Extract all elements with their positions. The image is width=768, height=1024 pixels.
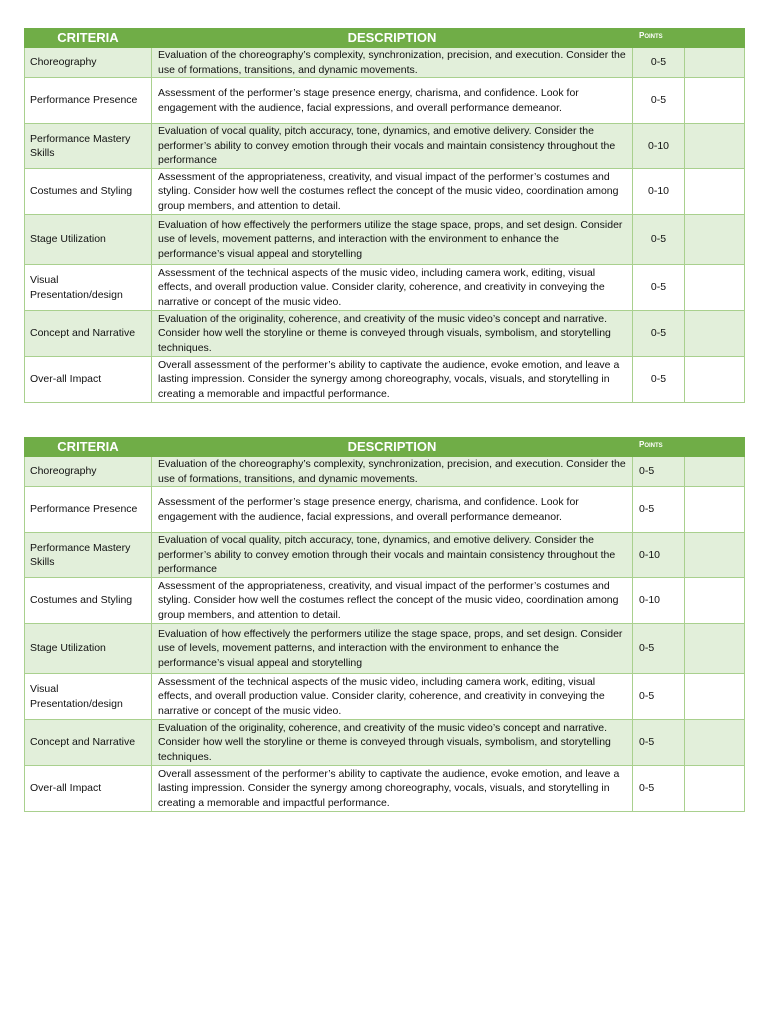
score-header	[685, 438, 745, 457]
description-cell: Overall assessment of the performer’s ability to captivate the audience, evoke emotion, and leave a lasting impression. Consider the synergy among choreography, vocals, visuals, and storytelling in creating a memorable and impactful performance.	[152, 766, 633, 812]
table-row	[25, 169, 745, 215]
score-cell[interactable]	[685, 533, 745, 578]
score-cell[interactable]	[685, 578, 745, 624]
points-cell: 0-10	[633, 533, 685, 578]
description-cell: Assessment of the technical aspects of the music video, including camera work, editing, visual effects, and overall production value. Consider clarity, coherence, and creativity in conveying the narrative or concept of the music video.	[152, 265, 633, 311]
header-row	[25, 29, 745, 48]
description-cell: Assessment of the appropriateness, creativity, and visual impact of the performer’s costumes and styling. Consider how well the costumes reflect the concept of the music video, coordination among group members, and attention to detail.	[152, 169, 633, 215]
criteria-header: CRITERIA	[25, 438, 152, 457]
points-cell: 0-5	[633, 720, 685, 766]
criteria-cell: Performance Presence	[25, 78, 152, 124]
points-cell: 0-5	[633, 311, 685, 357]
table-row	[25, 578, 745, 624]
table-row	[25, 265, 745, 311]
description-cell: Evaluation of how effectively the performers utilize the stage space, props, and set design. Consider use of levels, movement patterns, and interaction with the environment to enhance the performance’s visual appeal and storytelling	[152, 624, 633, 674]
points-header: Points	[633, 438, 685, 457]
points-cell: 0-5	[633, 766, 685, 812]
criteria-cell: Concept and Narrative	[25, 720, 152, 766]
table-row	[25, 720, 745, 766]
criteria-cell: Performance Presence	[25, 487, 152, 533]
criteria-cell: Performance Mastery Skills	[25, 533, 152, 578]
points-cell: 0-10	[633, 124, 685, 169]
points-cell: 0-5	[633, 487, 685, 533]
criteria-cell: Costumes and Styling	[25, 578, 152, 624]
criteria-cell: Costumes and Styling	[25, 169, 152, 215]
table-row	[25, 48, 745, 78]
score-cell[interactable]	[685, 124, 745, 169]
score-cell[interactable]	[685, 78, 745, 124]
score-cell[interactable]	[685, 624, 745, 674]
points-cell: 0-5	[633, 674, 685, 720]
table-row	[25, 124, 745, 169]
score-cell[interactable]	[685, 766, 745, 812]
score-cell[interactable]	[685, 357, 745, 403]
table-row	[25, 357, 745, 403]
table-row	[25, 674, 745, 720]
criteria-cell: Performance Mastery Skills	[25, 124, 152, 169]
criteria-cell: Stage Utilization	[25, 624, 152, 674]
description-header: DESCRIPTION	[152, 438, 633, 457]
criteria-cell: Over-all Impact	[25, 766, 152, 812]
criteria-cell: Choreography	[25, 457, 152, 487]
description-cell: Evaluation of the choreography’s complexity, synchronization, precision, and execution. Consider the use of formations, transitions, and dynamic movements.	[152, 48, 633, 78]
table-row	[25, 766, 745, 812]
description-cell: Assessment of the performer’s stage presence energy, charisma, and confidence. Look for engagement with the audience, facial expressions, and overall performance demeanor.	[152, 487, 633, 533]
table-row	[25, 215, 745, 265]
description-cell: Assessment of the performer’s stage presence energy, charisma, and confidence. Look for engagement with the audience, facial expressions, and overall performance demeanor.	[152, 78, 633, 124]
description-cell: Evaluation of vocal quality, pitch accuracy, tone, dynamics, and emotive delivery. Consider the performer’s ability to convey emotion through their vocals and maintain consistency throughout the performance	[152, 533, 633, 578]
criteria-cell: Visual Presentation/design	[25, 674, 152, 720]
description-cell: Overall assessment of the performer’s ability to captivate the audience, evoke emotion, and leave a lasting impression. Consider the synergy among choreography, vocals, visuals, and storytelling in creating a memorable and impactful performance.	[152, 357, 633, 403]
points-header: Points	[633, 29, 685, 48]
score-cell[interactable]	[685, 487, 745, 533]
description-cell: Evaluation of the originality, coherence, and creativity of the music video’s concept and narrative. Consider how well the storyline or theme is conveyed through visuals, symbolism, and storytelling techniques.	[152, 720, 633, 766]
criteria-cell: Stage Utilization	[25, 215, 152, 265]
description-cell: Evaluation of how effectively the performers utilize the stage space, props, and set design. Consider use of levels, movement patterns, and interaction with the environment to enhance the performance’s visual appeal and storytelling	[152, 215, 633, 265]
score-cell[interactable]	[685, 674, 745, 720]
score-cell[interactable]	[685, 457, 745, 487]
score-cell[interactable]	[685, 311, 745, 357]
description-cell: Evaluation of the originality, coherence, and creativity of the music video’s concept and narrative. Consider how well the storyline or theme is conveyed through visuals, symbolism, and storytelling techniques.	[152, 311, 633, 357]
table-row	[25, 457, 745, 487]
criteria-cell: Over-all Impact	[25, 357, 152, 403]
table-row	[25, 487, 745, 533]
description-cell: Evaluation of vocal quality, pitch accuracy, tone, dynamics, and emotive delivery. Consider the performer’s ability to convey emotion through their vocals and maintain consistency throughout the performance	[152, 124, 633, 169]
criteria-cell: Visual Presentation/design	[25, 265, 152, 311]
table-row	[25, 311, 745, 357]
score-cell[interactable]	[685, 265, 745, 311]
points-cell: 0-5	[633, 78, 685, 124]
points-cell: 0-5	[633, 215, 685, 265]
score-cell[interactable]	[685, 48, 745, 78]
description-header: DESCRIPTION	[152, 29, 633, 48]
rubric-table-1	[24, 28, 745, 403]
criteria-cell: Concept and Narrative	[25, 311, 152, 357]
header-row	[25, 438, 745, 457]
points-cell: 0-10	[633, 169, 685, 215]
description-cell: Evaluation of the choreography’s complexity, synchronization, precision, and execution. Consider the use of formations, transitions, and dynamic movements.	[152, 457, 633, 487]
score-header	[685, 29, 745, 48]
points-cell: 0-5	[633, 624, 685, 674]
points-cell: 0-5	[633, 457, 685, 487]
table-row	[25, 624, 745, 674]
points-cell: 0-5	[633, 48, 685, 78]
rubric-table-2	[24, 437, 745, 812]
criteria-cell: Choreography	[25, 48, 152, 78]
description-cell: Assessment of the technical aspects of the music video, including camera work, editing, visual effects, and overall production value. Consider clarity, coherence, and creativity in conveying the narrative or concept of the music video.	[152, 674, 633, 720]
score-cell[interactable]	[685, 215, 745, 265]
score-cell[interactable]	[685, 720, 745, 766]
points-cell: 0-5	[633, 357, 685, 403]
table-row	[25, 533, 745, 578]
points-cell: 0-10	[633, 578, 685, 624]
criteria-header: CRITERIA	[25, 29, 152, 48]
points-cell: 0-5	[633, 265, 685, 311]
description-cell: Assessment of the appropriateness, creativity, and visual impact of the performer’s costumes and styling. Consider how well the costumes reflect the concept of the music video, coordination among group members, and attention to detail.	[152, 578, 633, 624]
score-cell[interactable]	[685, 169, 745, 215]
table-row	[25, 78, 745, 124]
